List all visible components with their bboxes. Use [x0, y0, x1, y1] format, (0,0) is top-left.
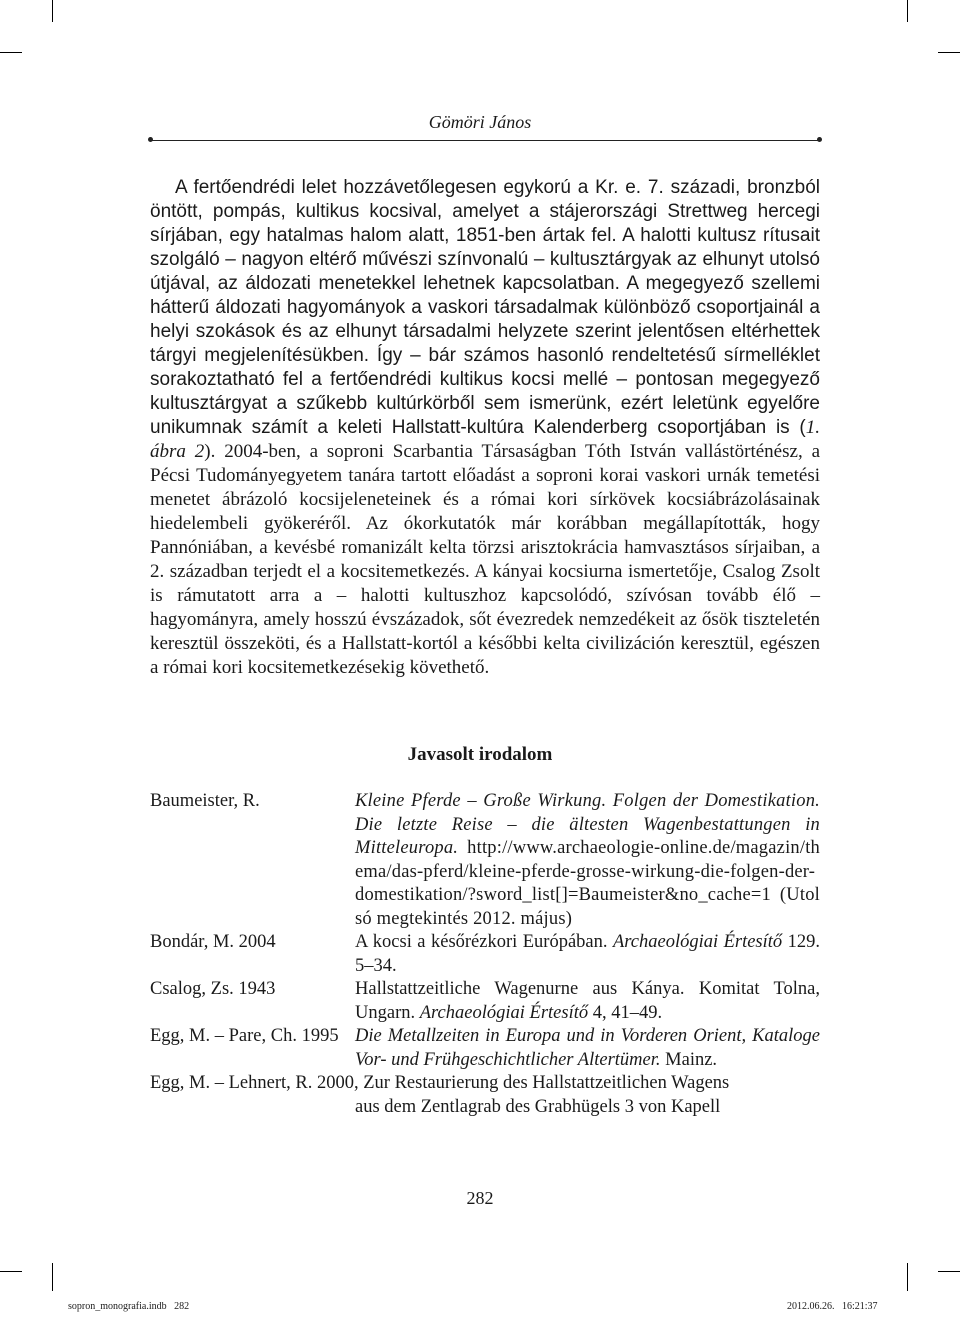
reference-list	[150, 790, 820, 1119]
reference-item	[150, 931, 820, 978]
crop-mark	[938, 52, 960, 53]
body-text-part1: A fertőendrédi lelet hozzávetőlegesen egykorú a Kr. e. 7. századi, bronzból öntött, pompás, kultikus kocsival, amelyet a stájerországi Strettweg hercegi sírjában, egy hatalmas halom alatt, 1851-ben ártak fel. A halotti kultusz rítusait szolgáló – nagyon eltérő művészi színvonalú – kultusztárgyak az elhunyt utolsó útjával, az áldozati menetekkel lehetnek kapcsolatban. A megegyező szellemi hátterű áldozati hagyományok a vaskori társadalmak különböző csoportjainál a helyi szokások és az elhunyt társadalmi helyzete szerint jelentősen eltérhettek tárgyi megjelenítésükben. Így – bár számos hasonló rendeltetésű sírmelléklet sorakoztatható fel a fertőendrédi kultikus kocsi mellé – pontosan megegyező kultusztárgyat a szűkebb kultúrkörből sem ismerünk, ezért leletünk egyelőre unikumnak számít a keleti Hallstatt-kultúra Kalenderberg csoportjában is (	[150, 177, 820, 438]
reference-body	[355, 931, 820, 978]
slug-timestamp: 2012.06.26. 16:21:37	[787, 1301, 878, 1312]
reference-item	[150, 1072, 820, 1119]
reference-body	[355, 1025, 820, 1072]
references-title: Javasolt irodalom	[407, 744, 553, 765]
reference-item	[150, 1025, 820, 1072]
reference-rest: http://www.archaeologie-online.de/magazin/thema/das-pferd/kleine-pferde-grosse-wirkung-die-folgen-der-domestikation/?sword_list[]=Baumeister&no_cache=1 (Utolsó megtekintés 2012. május)	[355, 838, 820, 929]
reference-rest: Mainz.	[660, 1049, 718, 1070]
figure-reference: 1. ábra 2	[150, 417, 820, 462]
crop-mark	[0, 1271, 22, 1272]
reference-item	[150, 790, 820, 931]
crop-mark	[0, 52, 22, 53]
crop-mark	[52, 1263, 53, 1291]
running-head: Gömöri János	[428, 112, 532, 132]
crop-mark	[52, 0, 53, 22]
reference-line	[150, 1072, 820, 1096]
reference-title: Kleine Pferde – Große Wirkung. Folgen der Domestikation. Die letzte Reise – die ältesten Wagenbestattungen in Mitteleuropa.	[355, 791, 820, 858]
reference-author: Egg, M. – Lehnert, R. 2000,	[150, 1073, 359, 1093]
reference-body	[355, 978, 820, 1025]
reference-rest: 4, 41–49.	[588, 1002, 663, 1023]
page-number: 282	[466, 1188, 494, 1208]
reference-title: Hallstattzeitliche Wagenurne aus Kánya. Komitat Tolna, Ungarn.	[355, 979, 820, 1023]
reference-journal: Archaeológiai Értesítő	[612, 932, 783, 952]
body-text-part2: ). 2004-ben, a soproni Scarbantia Társaságban Tóth István vallástörténész, a Pécsi Tudományegyetem tanára tartott előadást a soproni korai vaskori urnák temetési menetet ábrázoló kocsijeleneteinek és a római kori sírkövek kocsiábrázolásainak hiedelembeli gyökeréről. Az ókorkutatók már korábban megállapították, hogy Pannóniában, a kevésbé romanizált kelta törzsi arisztokrácia hamvasztásos sírjaiban, a 2. században terjedt el a kocsitemetkezés. A kányai kocsiurna ismertetője, Csalog Zsolt is rámutatott arra a – halotti kultuszhoz kapcsolódó, szívósan tovább élő – hagyományra, amely hosszú évszázadok, sőt évezredek nemzedékeit az ősök tiszteletén keresztül összeköti, és a Hallstatt-kortól a későbbi kelta civilizáción keresztül, egészen a római kori kocsitemetkezésekig követhető.	[150, 441, 820, 678]
crop-mark	[907, 1263, 908, 1291]
slug-filename: sopron_monografia.indb 282	[68, 1301, 190, 1312]
body-text	[150, 176, 820, 680]
reference-author: Bondár, M. 2004	[150, 932, 276, 952]
reference-author: Egg, M. – Pare, Ch. 1995	[150, 1026, 339, 1046]
reference-author: Csalog, Zs. 1943	[150, 979, 276, 999]
reference-title: A kocsi a későrézkori Európában.	[355, 932, 613, 952]
rule-dot-right	[817, 137, 822, 142]
reference-line: aus dem Zentlagrab des Grabhügels 3 von Kapell	[355, 1096, 721, 1117]
crop-mark	[907, 0, 908, 22]
reference-author: Baumeister, R.	[150, 791, 260, 811]
rule-dot-left	[148, 137, 153, 142]
reference-item	[150, 978, 820, 1025]
reference-body	[355, 790, 820, 931]
reference-title: Zur Restaurierung des Hallstattzeitlichen Wagens	[358, 1073, 730, 1093]
body-paragraph	[150, 176, 820, 680]
header-rule	[150, 140, 820, 141]
reference-rest: 129. 5–34.	[355, 932, 820, 976]
reference-journal: Archaeológiai Értesítő	[419, 1002, 589, 1023]
crop-mark	[938, 1271, 960, 1272]
reference-title: Die Metallzeiten in Europa und in Vorderen Orient, Kataloge Vor- und Frühgeschichtlicher Altertümer.	[355, 1026, 820, 1070]
